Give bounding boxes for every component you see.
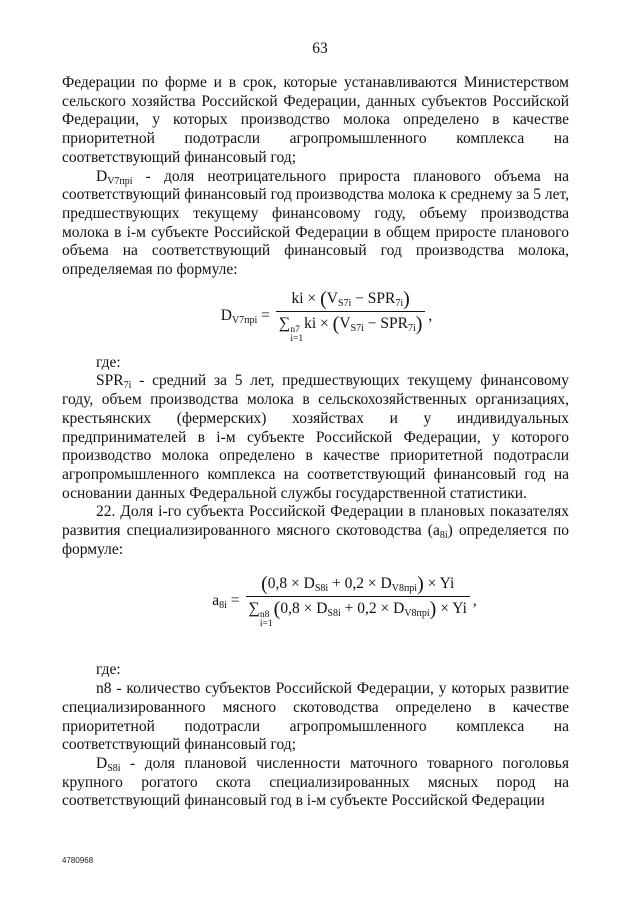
sum-limits <box>290 326 303 344</box>
den-term-spr: − SPR <box>363 315 408 333</box>
spacer <box>62 643 569 661</box>
formula-lhs <box>221 307 270 326</box>
paren-open: ( <box>261 572 268 595</box>
where-label: где: <box>96 353 121 371</box>
symbol-d: D <box>96 167 108 185</box>
num-sub-ds8: S8i <box>314 582 329 594</box>
num-term-spr: − SPR <box>351 290 396 308</box>
lhs-symbol: a <box>212 592 220 610</box>
den-sub-ds8: S8i <box>327 607 341 619</box>
num-sub-dv8: V8пpi <box>391 582 418 594</box>
symbol-subscript: 8i <box>439 530 448 542</box>
den-term-yi: × Yi <box>436 599 467 617</box>
paragraph-n8-definition: n8 - количество субъектов Российской Федерации, у которых развитие специализированного мясного скотоводства определено в качестве приоритетной подотрасли агропромышленного комплекса на соответствующий финансовый год; <box>62 680 569 754</box>
formula-fraction <box>246 574 470 629</box>
den-term-ds8: 0,8 × D <box>280 599 328 617</box>
num-sub-v: S7i <box>337 298 352 310</box>
paren-open: ( <box>320 288 327 311</box>
num-term-yi: × Yi <box>423 574 455 592</box>
formula-lhs <box>212 592 239 611</box>
sum-limits <box>260 611 273 629</box>
where-label: где: <box>96 661 121 679</box>
den-term-ki: ki × <box>304 315 333 333</box>
page-number: 63 <box>312 40 328 57</box>
sum-sign: ∑ <box>278 315 291 333</box>
formula-denominator <box>246 596 470 629</box>
paragraph-22 <box>62 503 569 559</box>
paragraph-continuation: Федерации по форме и в срок, которые устанавливаются Министерством сельского хозяйства Российской Федерации, данных субъектов Российской Федерации, у которых производство молока определено в качестве приоритетной подотрасли агропромышленного комплекса на соответствующий финансовый год; <box>62 74 569 166</box>
formula-comma: , <box>472 592 477 610</box>
den-term-dv8: + 0,2 × D <box>340 599 405 617</box>
document-body <box>62 74 569 811</box>
equals-sign: = <box>226 592 240 610</box>
symbol-subscript: 7i <box>123 380 132 392</box>
sum-upper-limit: n8 <box>259 609 270 620</box>
clause-text: 22. Доля i-го субъекта Российской Федерации в плановых показателях развития специализированного мясного скотоводства (a <box>62 503 569 540</box>
num-sub-spr: 7i <box>395 298 404 310</box>
paren-open: ( <box>273 597 281 620</box>
num-term-ki: ki × <box>291 290 321 308</box>
lhs-symbol: D <box>220 307 232 325</box>
formula-numerator <box>289 289 413 311</box>
symbol-d: D <box>96 754 108 772</box>
paren-open: ( <box>332 313 340 336</box>
formula-dv7 <box>62 280 569 354</box>
formula-numerator <box>258 574 457 596</box>
paren-close: ) <box>417 572 424 595</box>
formula-denominator <box>276 311 425 344</box>
paren-close: ) <box>403 288 410 311</box>
equals-sign: = <box>257 307 270 325</box>
paren-close: ) <box>429 597 437 620</box>
den-sub-spr: 7i <box>407 323 416 335</box>
definition-text: - доля плановой численности маточного товарного поголовья крупного рогатого скота специализированных мясных пород на соответствующий финансовый год в i-м субъекте Российской Федерации <box>62 754 569 810</box>
paren-close: ) <box>415 313 423 336</box>
symbol-subscript: S8i <box>107 762 121 774</box>
definition-text: - средний за 5 лет, предшествующих текущему финансовому году, объем производства молока в сельскохозяйственных организациях, крестьянских (фермерских) хозяйствах и у индивидуальных предпринимателей в i-м субъекте Российской Федерации, у которого производство молока определено в качестве приоритетной подотрасли агропромышленного комплекса на соответствующий финансовый год на основании данных Федеральной службы государственной статистики. <box>62 372 569 502</box>
clause-text-end: ) определяется по формуле: <box>62 522 569 558</box>
sum-sign: ∑ <box>248 599 260 617</box>
sum-upper-limit: n7 <box>290 325 300 336</box>
formula-fraction <box>276 289 425 344</box>
paragraph-dv7-definition <box>62 168 569 280</box>
num-term-dv8: + 0,2 × D <box>328 574 392 592</box>
sum-lower-limit: i=1 <box>259 618 273 629</box>
num-term-ds8: 0,8 × D <box>267 574 315 592</box>
formula-comma: , <box>428 307 433 325</box>
symbol-spr: SPR <box>96 372 124 390</box>
den-sub-v: S7i <box>350 323 364 335</box>
sum-lower-limit: i=1 <box>290 334 304 345</box>
lhs-subscript: 8i <box>219 600 227 612</box>
symbol-subscript: V7пpi <box>107 175 133 187</box>
lhs-subscript: V7пpi <box>231 315 258 327</box>
formula-a8 <box>62 559 569 643</box>
document-code: 4780968 <box>62 856 94 865</box>
num-term-v: V <box>326 290 338 308</box>
paragraph-spr7-definition <box>62 372 569 503</box>
den-term-v: V <box>339 315 351 333</box>
den-sub-dv8: V8пpi <box>404 607 430 619</box>
definition-text: - доля неотрицательного прироста планового объема на соответствующий финансовый год производства молока к среднему за 5 лет, предшествующих текущему финансовому году, объему производства молока в i-м субъекте Российской Федерации в общем приросте планового объема на соответствующий финансовый год производства молока, определяемая по формуле: <box>62 167 569 279</box>
paragraph-ds8-definition <box>62 755 569 811</box>
